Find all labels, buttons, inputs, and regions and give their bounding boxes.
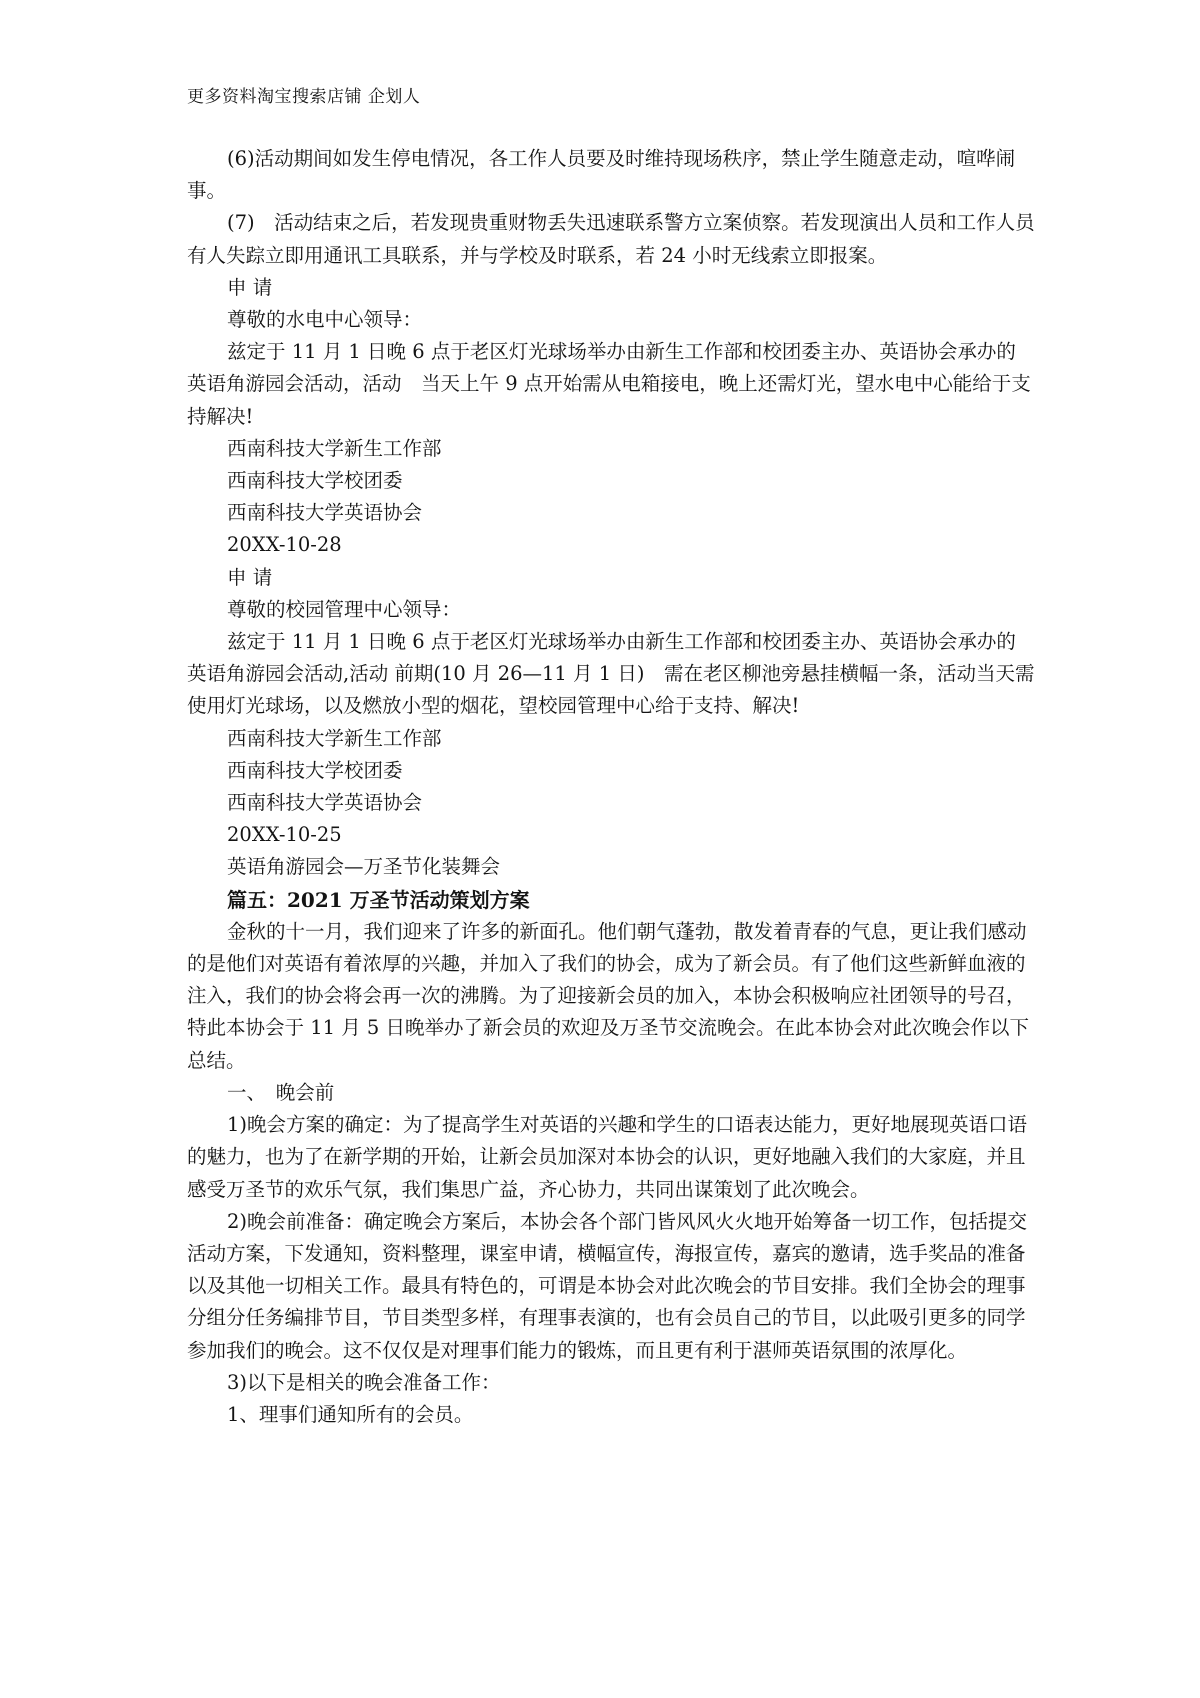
signature-line: 西南科技大学英语协会 — [227, 791, 423, 815]
date-line: 20XX-10-28 — [227, 533, 342, 557]
paragraph: 1、理事们通知所有的会员。 — [227, 1402, 474, 1426]
document-body — [187, 143, 1035, 1431]
paragraph: 兹定于 11 月 1 日晚 6 点于老区灯光球场举办由新生工作部和校团委主办、英语协会承办的英语角游园会活动，活动 当天上午 9 点开始需从电箱接电，晚上还需灯光，望水电中心能给于支持解决! — [187, 340, 1031, 428]
paragraph: 3)以下是相关的晚会准备工作： — [227, 1370, 501, 1394]
paragraph: 1)晚会方案的确定：为了提高学生对英语的兴趣和学生的口语表达能力，更好地展现英语口语的魅力，也为了在新学期的开始，让新会员加深对本协会的认识，更好地融入我们的大家庭，并且感受万圣节的欢乐气氛，我们集思广益，齐心协力，共同出谋策划了此次晚会。 — [187, 1113, 1028, 1201]
paragraph: 金秋的十一月，我们迎来了许多的新面孔。他们朝气蓬勃，散发着青春的气息，更让我们感动的是他们对英语有着浓厚的兴趣，并加入了我们的协会，成为了新会员。有了他们这些新鲜血液的注入，我们的协会将会再一次的沸腾。为了迎接新会员的加入，本协会积极响应社团领导的号召，特此本协会于 11 月 5 日晚举办了新会员的欢迎及万圣节交流晚会。在此本协会对此次晚会作以下总结。 — [187, 919, 1030, 1072]
paragraph: (6)活动期间如发生停电情况，各工作人员要及时维持现场秩序，禁止学生随意走动，喧哗闹事。 — [187, 147, 1016, 203]
event-title: 英语角游园会—万圣节化装舞会 — [227, 855, 501, 879]
application-heading: 申 请 — [227, 565, 273, 589]
salutation: 尊敬的校园管理中心领导： — [227, 597, 462, 621]
signature-line: 西南科技大学校团委 — [227, 758, 403, 782]
date-line: 20XX-10-25 — [227, 823, 342, 847]
signature-line: 西南科技大学新生工作部 — [227, 726, 442, 750]
paragraph: 兹定于 11 月 1 日晚 6 点于老区灯光球场举办由新生工作部和校团委主办、英语协会承办的英语角游园会活动,活动 前期(10 月 26—11 月 1 日) 需在老区柳池旁悬挂横幅一条，活动当天需使用灯光球场，以及燃放小型的烟花，望校园管理中心给于支持、解决! — [187, 630, 1035, 718]
page-header: 更多资料淘宝搜索店铺 企划人 — [187, 87, 421, 107]
paragraph: (7) 活动结束之后，若发现贵重财物丢失迅速联系警方立案侦察。若发现演出人员和工作人员有人失踪立即用通讯工具联系，并与学校及时联系，若 24 小时无线索立即报案。 — [187, 211, 1035, 267]
salutation: 尊敬的水电中心领导： — [227, 308, 423, 332]
signature-line: 西南科技大学校团委 — [227, 469, 403, 493]
signature-line: 西南科技大学英语协会 — [227, 501, 423, 525]
application-heading: 申 请 — [227, 275, 273, 299]
signature-line: 西南科技大学新生工作部 — [227, 436, 442, 460]
subsection-heading: 一、 晚会前 — [227, 1080, 335, 1104]
paragraph: 2)晚会前准备：确定晚会方案后，本协会各个部门皆风风火火地开始筹备一切工作，包括提交活动方案，下发通知，资料整理，课室申请，横幅宣传，海报宣传，嘉宾的邀请，选手奖品的准备以及其他一切相关工作。最具有特色的，可谓是本协会对此次晚会的节目安排。我们全协会的理事分组分任务编排节目，节目类型多样，有理事表演的，也有会员自己的节目，以此吸引更多的同学参加我们的晚会。这不仅仅是对理事们能力的锻炼，而且更有利于湛师英语氛围的浓厚化。 — [187, 1209, 1028, 1362]
section-heading: 篇五：2021 万圣节活动策划方案 — [227, 887, 530, 912]
